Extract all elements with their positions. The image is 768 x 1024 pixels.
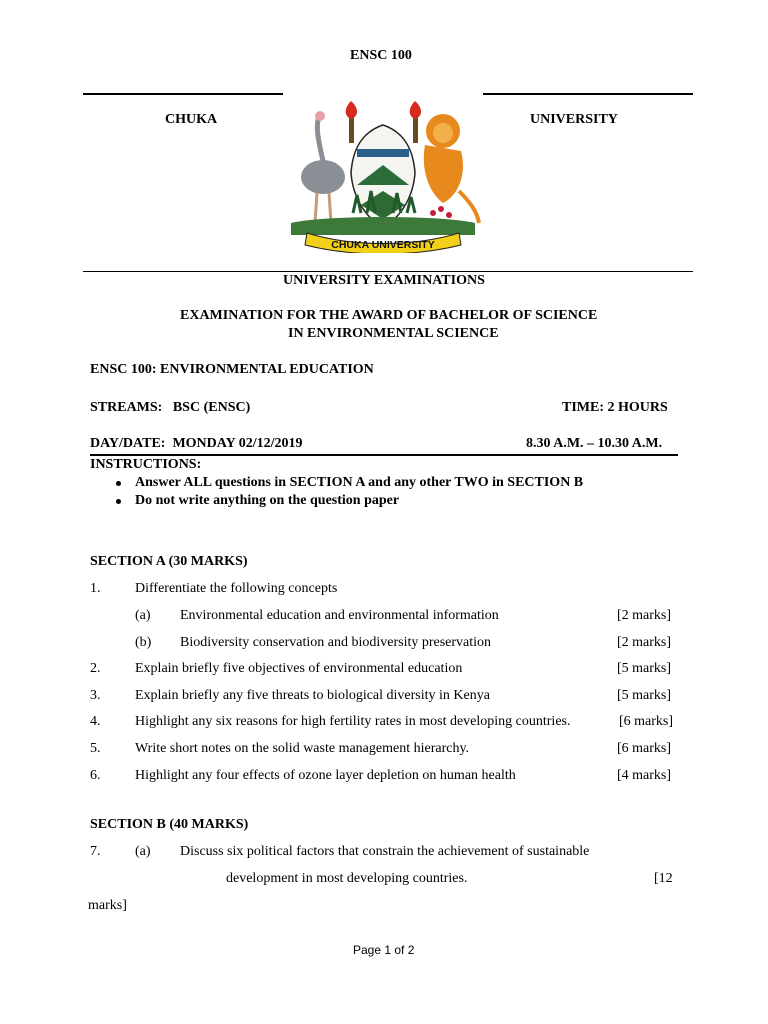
question-text: Explain briefly any five threats to biological diversity in Kenya bbox=[135, 688, 490, 703]
question-text: Discuss six political factors that constrain the achievement of sustainable bbox=[180, 844, 590, 859]
question-number: 4. bbox=[90, 714, 101, 729]
question-number: 2. bbox=[90, 661, 101, 676]
question-text: Explain briefly five objectives of environmental education bbox=[135, 661, 463, 676]
university-crest-logo bbox=[283, 95, 483, 253]
marks: [5 marks] bbox=[617, 661, 672, 676]
award-line-1: EXAMINATION FOR THE AWARD OF BACHELOR OF SCIENCE bbox=[180, 308, 598, 323]
subquestion-label: (a) bbox=[135, 844, 151, 859]
page-number: Page 1 of 2 bbox=[353, 943, 415, 957]
question-number: 5. bbox=[90, 741, 101, 756]
streams: STREAMS: BSC (ENSC) bbox=[90, 400, 251, 415]
question-text: Highlight any six reasons for high fertility rates in most developing countries. bbox=[135, 714, 571, 729]
marks-wrapped: marks] bbox=[88, 898, 127, 913]
question-number: 7. bbox=[90, 844, 101, 859]
question-text-continued: development in most developing countries. bbox=[226, 871, 468, 886]
instructions-heading: INSTRUCTIONS: bbox=[90, 457, 202, 472]
header-rule-right bbox=[483, 93, 693, 95]
course-title: ENSC 100: ENVIRONMENTAL EDUCATION bbox=[90, 362, 374, 377]
subquestion-text: Biodiversity conservation and biodiversity preservation bbox=[180, 635, 492, 650]
marks: [2 marks] bbox=[617, 608, 672, 623]
instructions-rule bbox=[90, 454, 678, 456]
section-a-heading: SECTION A (30 MARKS) bbox=[90, 554, 248, 569]
marks: [12 bbox=[654, 871, 673, 886]
logo-banner-text: CHUKA UNIVERSITY bbox=[331, 239, 435, 251]
instruction-item: Do not write anything on the question paper bbox=[135, 493, 400, 508]
bullet-icon bbox=[116, 481, 121, 486]
marks: [2 marks] bbox=[617, 635, 672, 650]
title-rule bbox=[83, 271, 693, 272]
university-name-left: CHUKA bbox=[165, 112, 218, 127]
exam-hours: 8.30 A.M. – 10.30 A.M. bbox=[526, 436, 663, 451]
question-number: 3. bbox=[90, 688, 101, 703]
marks: [4 marks] bbox=[617, 768, 672, 783]
question-text: Highlight any four effects of ozone layer depletion on human health bbox=[135, 768, 516, 783]
subquestion-label: (b) bbox=[135, 635, 152, 650]
section-b-heading: SECTION B (40 MARKS) bbox=[90, 817, 249, 832]
subquestion-label: (a) bbox=[135, 608, 151, 623]
question-number: 6. bbox=[90, 768, 101, 783]
exam-day-date: DAY/DATE: MONDAY 02/12/2019 bbox=[90, 436, 303, 451]
question-number: 1. bbox=[90, 581, 101, 596]
marks: [6 marks] bbox=[619, 714, 674, 729]
exam-duration: TIME: 2 HOURS bbox=[562, 400, 668, 415]
subquestion-text: Environmental education and environmental information bbox=[180, 608, 499, 623]
header-rule-left bbox=[83, 93, 283, 95]
bullet-icon bbox=[116, 499, 121, 504]
award-line-2: IN ENVIRONMENTAL SCIENCE bbox=[288, 326, 499, 341]
instruction-item: Answer ALL questions in SECTION A and any other TWO in SECTION B bbox=[135, 475, 584, 490]
marks: [5 marks] bbox=[617, 688, 672, 703]
university-name-right: UNIVERSITY bbox=[530, 112, 618, 127]
course-code-header: ENSC 100 bbox=[350, 48, 412, 63]
question-text: Differentiate the following concepts bbox=[135, 581, 338, 596]
question-text: Write short notes on the solid waste management hierarchy. bbox=[135, 741, 470, 756]
exam-title: UNIVERSITY EXAMINATIONS bbox=[283, 273, 485, 288]
marks: [6 marks] bbox=[617, 741, 672, 756]
